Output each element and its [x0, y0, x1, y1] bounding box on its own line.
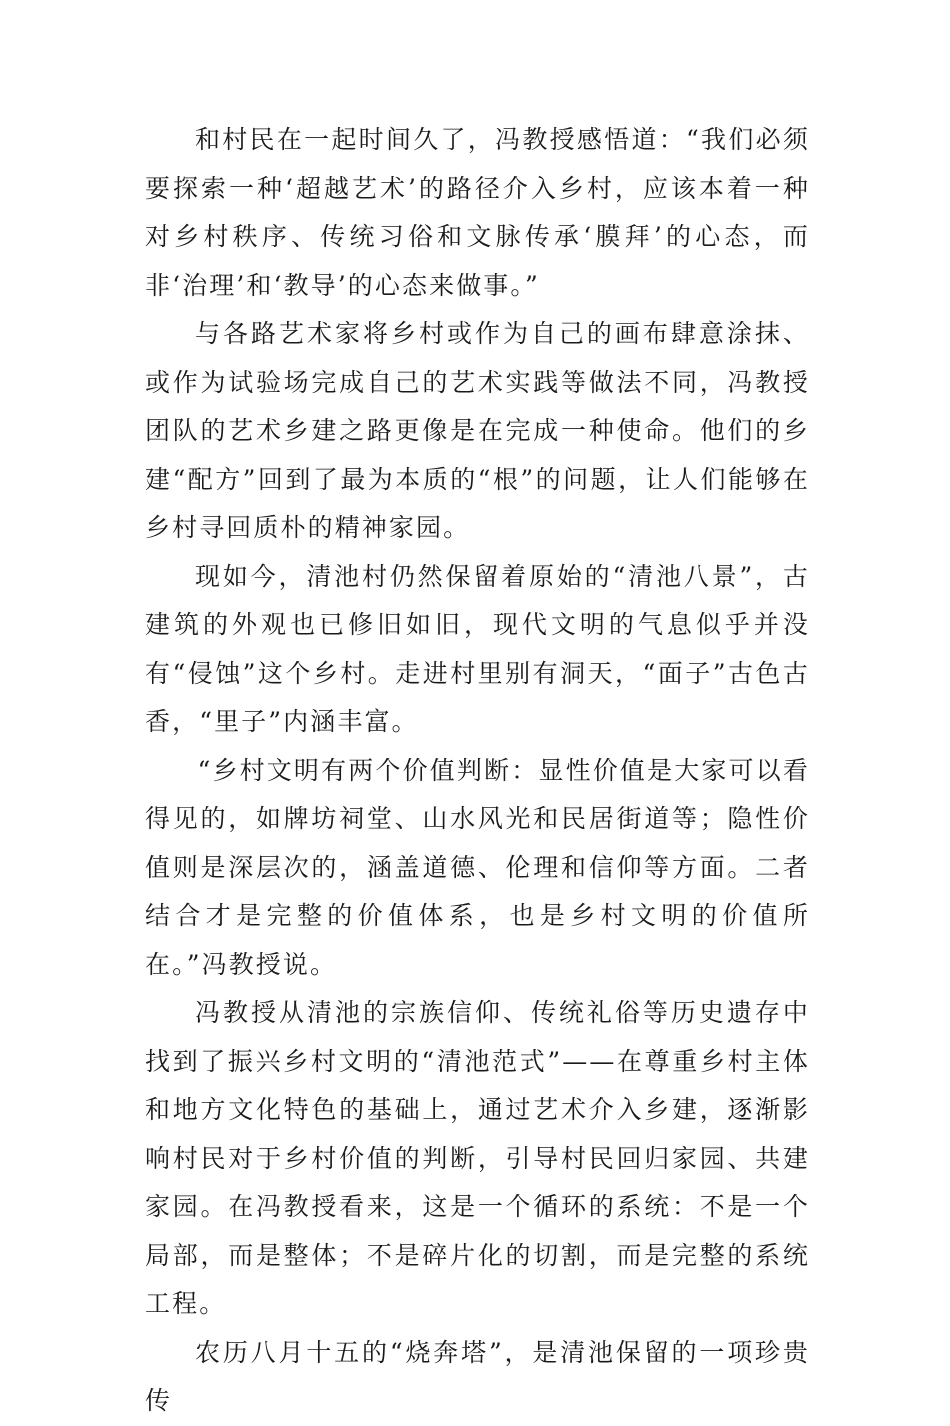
paragraph-4: “乡村文明有两个价值判断：显性价值是大家可以看得见的，如牌坊祠堂、山水风光和民居街道等；隐性价值则是深层次的，涵盖道德、伦理和信仰等方面。二者结合才是完整的价值体系，也是乡村文明的价值所在。”冯教授说。	[145, 755, 810, 979]
paragraph-2: 与各路艺术家将乡村或作为自己的画布肆意涂抹、或作为试验场完成自己的艺术实践等做法不同，冯教授团队的艺术乡建之路更像是在完成一种使命。他们的乡建“配方”回到了最为本质的“根”的问题，让人们能够在乡村寻回质朴的精神家园。	[145, 319, 810, 542]
paragraph-1: 和村民在一起时间久了，冯教授感悟道：“我们必须要探索一种‘超越艺术’的路径介入乡村，应该本着一种对乡村秩序、传统习俗和文脉传承‘膜拜’的心态，而非‘治理’和‘教导’的心态来做事。”	[145, 125, 810, 300]
paragraph-5: 冯教授从清池的宗族信仰、传统礼俗等历史遗存中找到了振兴乡村文明的“清池范式”——在尊重乡村主体和地方文化特色的基础上，通过艺术介入乡建，逐渐影响村民对于乡村价值的判断，引导村民回归家园、共建家园。在冯教授看来，这是一个循环的系统：不是一个局部，而是整体；不是碎片化的切割，而是完整的系统工程。	[145, 998, 810, 1318]
paragraph-3: 现如今，清池村仍然保留着原始的“清池八景”，古建筑的外观也已修旧如旧，现代文明的气息似乎并没有“侵蚀”这个乡村。走进村里别有洞天，“面子”古色古香，“里子”内涵丰富。	[145, 561, 810, 736]
paragraph-6: 农历八月十五的“烧奔塔”，是清池保留的一项珍贵传	[145, 1337, 810, 1415]
article-body	[145, 116, 810, 1426]
